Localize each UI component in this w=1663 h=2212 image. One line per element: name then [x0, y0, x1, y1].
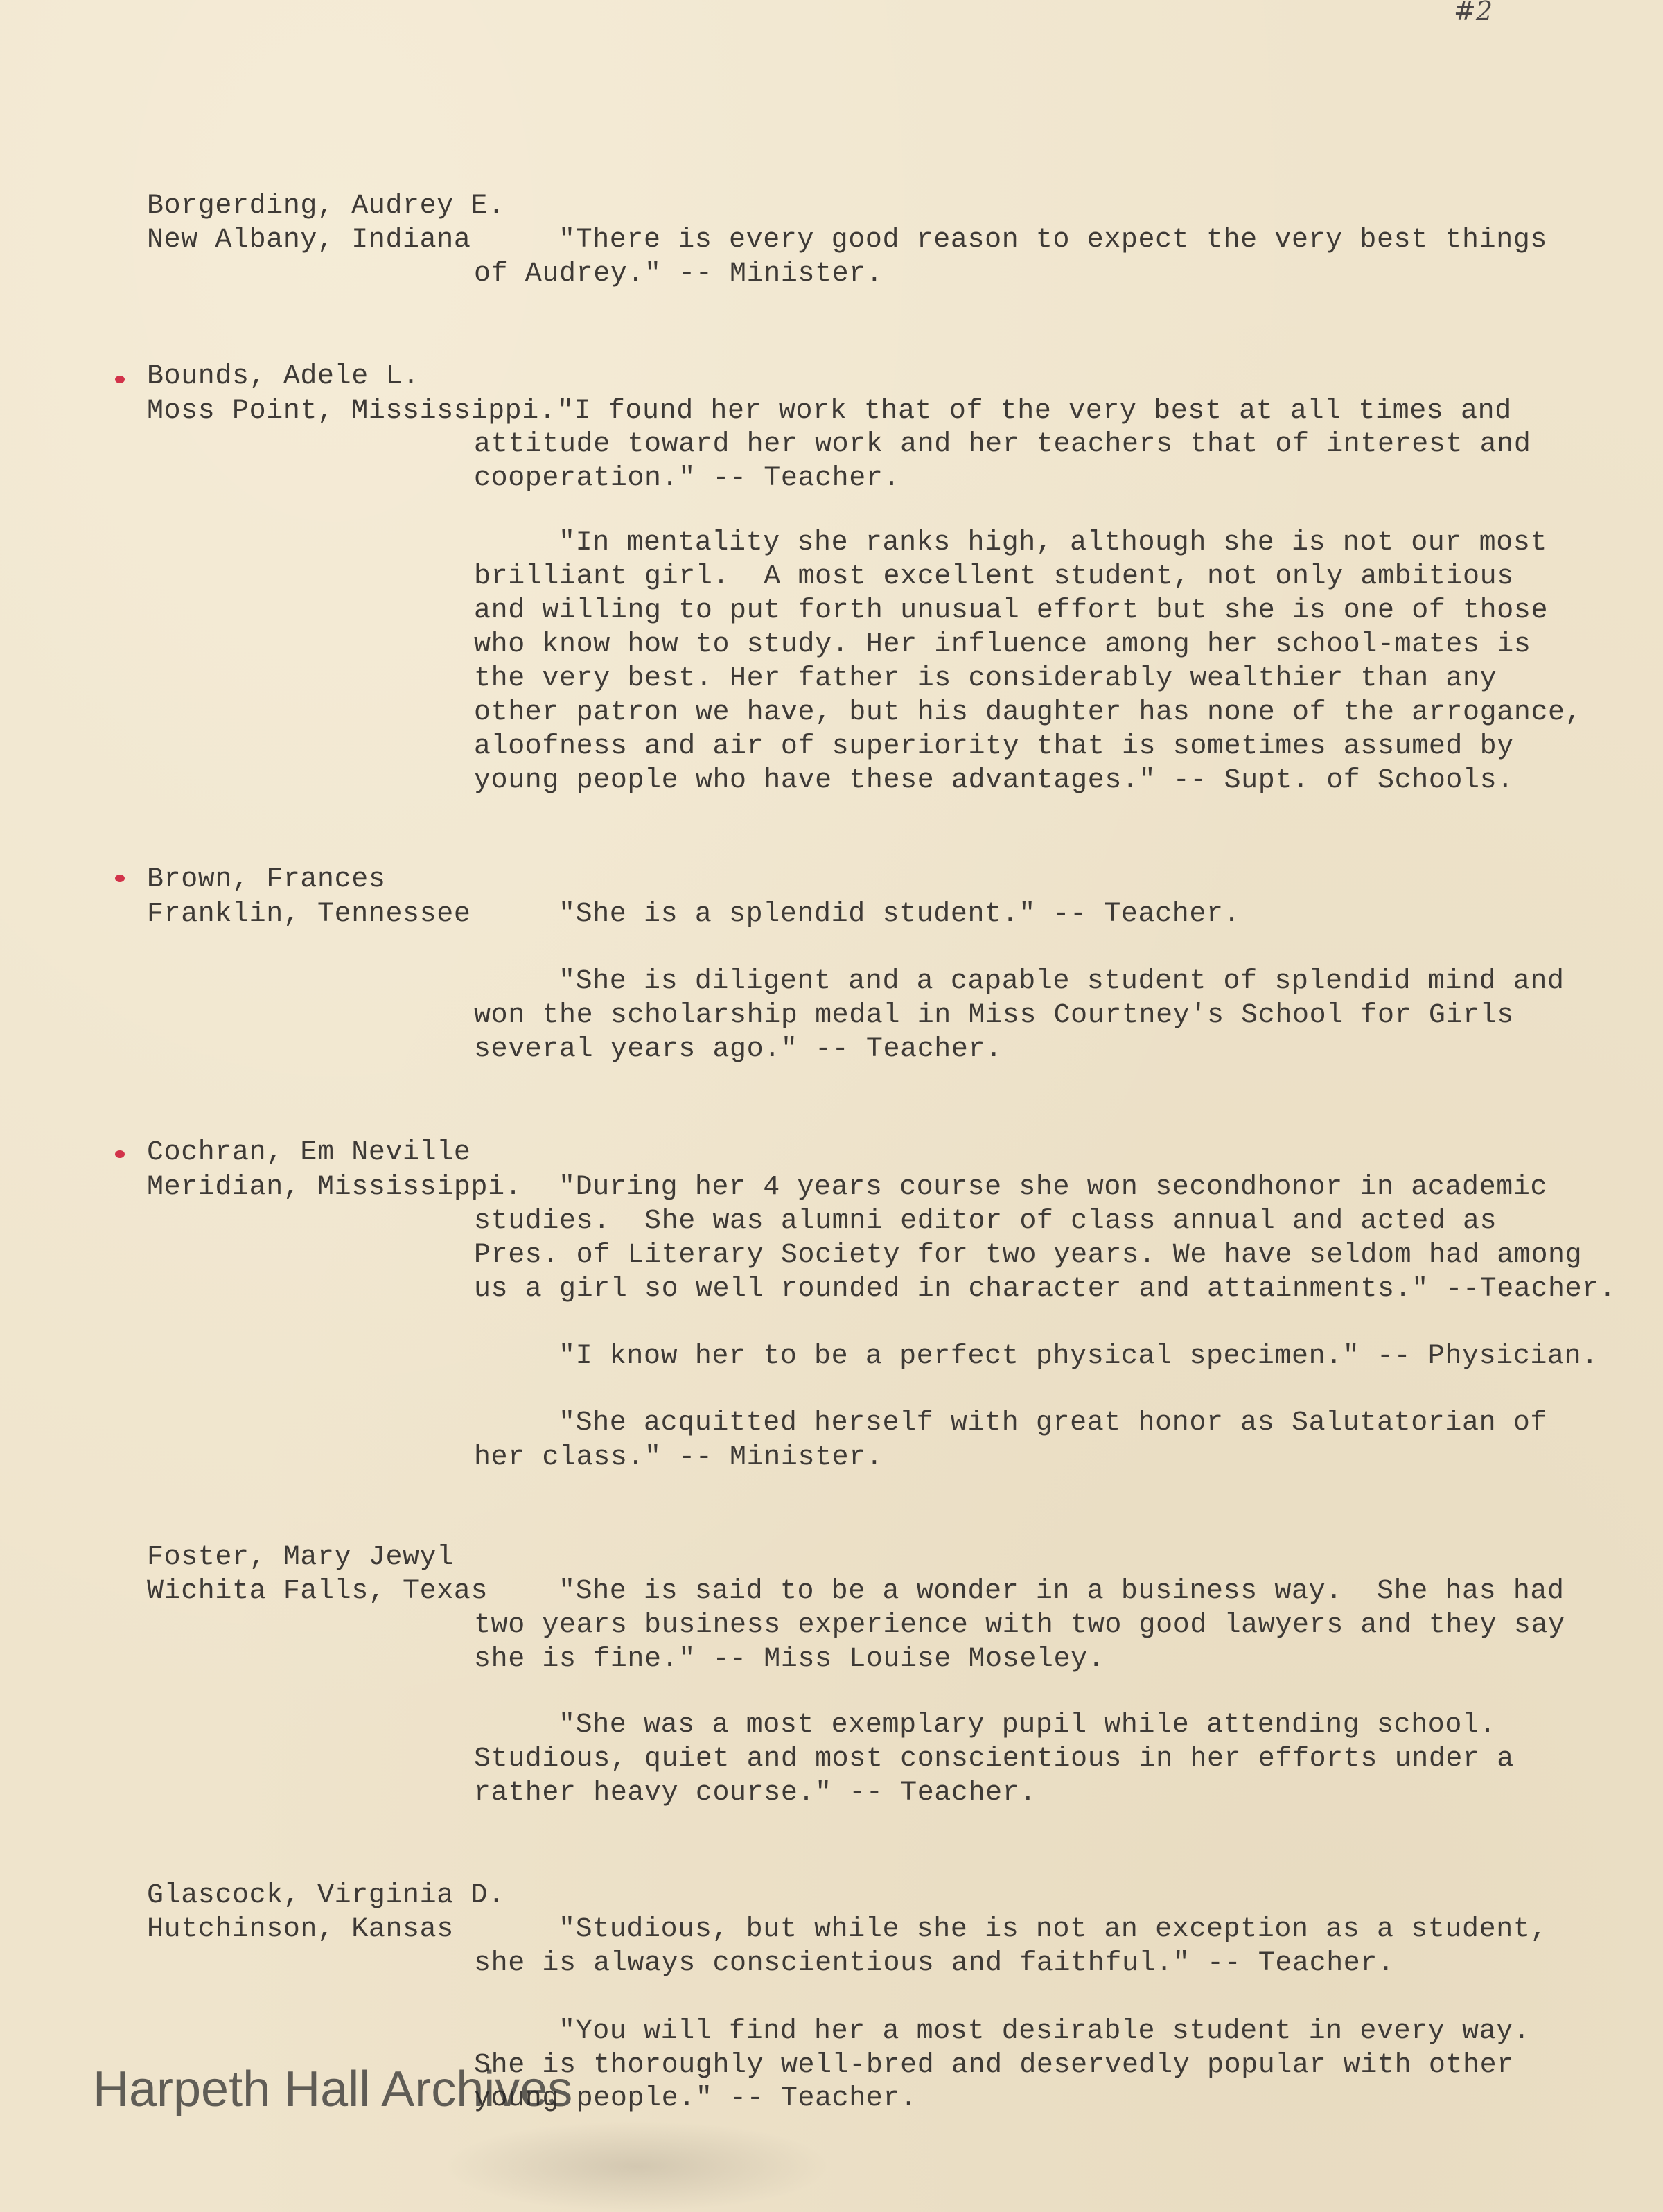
- quote-line: cooperation." -- Teacher.: [474, 463, 901, 494]
- page-number-mark: #2: [1454, 0, 1493, 26]
- quote-line: She is thoroughly well-bred and deservedly popular with other: [474, 2050, 1514, 2081]
- quote-line: attitude toward her work and her teachers that of interest and: [474, 429, 1531, 460]
- quote-line: "She is a splendid student." -- Teacher.: [558, 899, 1241, 930]
- quote-line: studies. She was alumni editor of class annual and acted as: [474, 1206, 1497, 1237]
- quote-line: "During her 4 years course she won secondhonor in academic: [558, 1172, 1548, 1203]
- quote-line: two years business experience with two good lawyers and they say: [474, 1610, 1565, 1641]
- entry-place: Meridian, Mississippi.: [147, 1172, 522, 1203]
- paper-smudge: [443, 2121, 832, 2212]
- entry-name: Bounds, Adele L.: [147, 361, 420, 392]
- entry-name: Foster, Mary Jewyl: [147, 1542, 454, 1573]
- entry-place: Wichita Falls, Texas: [147, 1576, 489, 1607]
- quote-line: "There is every good reason to expect the very best things: [558, 225, 1548, 256]
- red-bullet-mark: [115, 376, 125, 383]
- entry-place: Moss Point, Mississippi.: [147, 396, 556, 427]
- red-bullet-mark: [115, 1150, 125, 1158]
- quote-line: young people who have these advantages." -- Supt. of Schools.: [474, 765, 1514, 796]
- quote-line: "You will find her a most desirable student in every way.: [558, 2016, 1531, 2047]
- quote-line: brilliant girl. A most excellent student, not only ambitious: [474, 561, 1514, 592]
- quote-line: young people." -- Teacher.: [474, 2083, 917, 2114]
- entry-place: New Albany, Indiana: [147, 225, 471, 256]
- quote-line: "Studious, but while she is not an exception as a student,: [558, 1914, 1548, 1945]
- quote-line: "She acquitted herself with great honor as Salutatorian of: [558, 1407, 1548, 1439]
- quote-line: "She is diligent and a capable student of splendid mind and: [558, 966, 1565, 997]
- quote-line: "She was a most exemplary pupil while attending school.: [558, 1710, 1497, 1741]
- quote-line: won the scholarship medal in Miss Courtney's School for Girls: [474, 1000, 1514, 1031]
- entry-name: Cochran, Em Neville: [147, 1137, 471, 1168]
- entry-place: Franklin, Tennessee: [147, 899, 471, 930]
- quote-line: Pres. of Literary Society for two years. We have seldom had among: [474, 1240, 1583, 1271]
- quote-line: the very best. Her father is considerably wealthier than any: [474, 663, 1497, 694]
- quote-line: Studious, quiet and most conscientious in her efforts under a: [474, 1744, 1514, 1775]
- entry-name: Glascock, Virginia D.: [147, 1880, 505, 1911]
- quote-line: her class." -- Minister.: [474, 1442, 883, 1473]
- entry-name: Borgerding, Audrey E.: [147, 191, 505, 222]
- entry-place: Hutchinson, Kansas: [147, 1914, 454, 1945]
- quote-line: "I found her work that of the very best at all times and: [557, 396, 1512, 427]
- archive-watermark: Harpeth Hall Archives: [93, 2062, 573, 2117]
- quote-line: rather heavy course." -- Teacher.: [474, 1778, 1037, 1809]
- quote-line: she is always conscientious and faithful." -- Teacher.: [474, 1948, 1395, 1979]
- quote-line: "In mentality she ranks high, although she is not our most: [558, 527, 1548, 559]
- entry-name: Brown, Frances: [147, 864, 386, 895]
- quote-line: other patron we have, but his daughter has none of the arrogance,: [474, 697, 1583, 728]
- quote-line: several years ago." -- Teacher.: [474, 1034, 1003, 1065]
- quote-line: "I know her to be a perfect physical specimen." -- Physician.: [558, 1341, 1599, 1372]
- quote-line: she is fine." -- Miss Louise Moseley.: [474, 1644, 1105, 1675]
- quote-line: aloofness and air of superiority that is sometimes assumed by: [474, 731, 1514, 762]
- quote-line: "She is said to be a wonder in a business way. She has had: [558, 1576, 1565, 1607]
- quote-line: us a girl so well rounded in character and attainments." --Teacher.: [474, 1274, 1617, 1305]
- quote-line: who know how to study. Her influence among her school-mates is: [474, 629, 1531, 660]
- quote-line: and willing to put forth unusual effort but she is one of those: [474, 595, 1549, 626]
- red-bullet-mark: [115, 875, 125, 882]
- quote-line: of Audrey." -- Minister.: [474, 258, 883, 290]
